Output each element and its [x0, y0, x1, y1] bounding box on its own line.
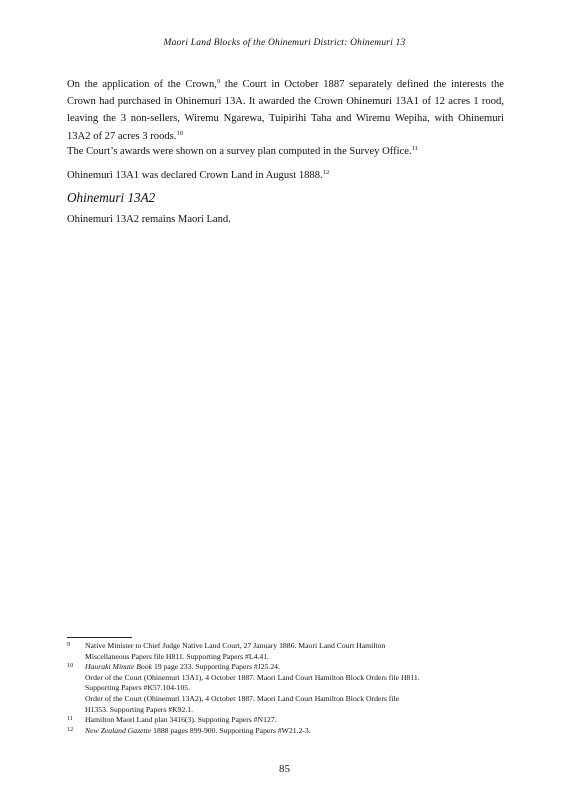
footnote-text: H1353. Supporting Papers #K92.1.: [85, 704, 194, 714]
paragraph-text: The Court’s awards were shown on a survey plan computed in the Survey Office.: [67, 146, 412, 157]
footnote-number: 11: [67, 715, 73, 723]
footnote-11: [67, 715, 504, 726]
footnote-9: [67, 641, 504, 662]
footnote-number: 10: [67, 662, 74, 670]
footnote-text: 19 page 233. Supporting Papers #J25.24.: [152, 662, 280, 672]
page-number: 85: [279, 763, 290, 775]
footnote-text: Order of the Court (Ohinemuri 13A1), 4 October 1887. Maori Land Court Hamilton Block Orders file H811.: [85, 672, 420, 682]
paragraph-crown-land: [67, 167, 504, 184]
footnote-text: [85, 662, 504, 673]
footnote-ref-11[interactable]: 11: [411, 145, 418, 152]
paragraph-text: the Court in October 1887 separately defined the interests the Crown had purchased in Ohinemuri 13A. It awarded the Crown Ohinemuri 13A1 of 12 acres 1 rood, leaving the 3 non-sellers, Wiremu Ngarewa, Tuipirihi Taha and Wiremu Wepiha, with Ohinemuri 13A2 of 27 acres 3 roods.: [67, 79, 505, 142]
footnote-text: Order of the Court (Ohinemuri 13A2), 4 October 1887. Maori Land Court Hamilton Block Orders file: [85, 693, 400, 703]
source-title: Hauraki Minute Book: [85, 662, 153, 672]
footnote-10: [67, 662, 504, 715]
source-title: New Zealand Gazette: [85, 725, 152, 735]
footnote-ref-9[interactable]: 9: [216, 78, 221, 85]
footnote-text: 1888 pages 899-900. Supporting Papers #W21.2-3.: [151, 725, 311, 735]
footnote-text: [85, 726, 504, 737]
running-head: Maori Land Blocks of the Ohinemuri District: Ohinemuri 13: [163, 38, 406, 48]
footnote-number: 12: [67, 725, 74, 733]
footnote-text: Native Minister to Chief Judge Native Land Court, 27 January 1886. Maori Land Court Hamilton: [85, 641, 386, 650]
footnote-12: [67, 726, 504, 737]
paragraph-crown-award: [67, 76, 504, 145]
footnotes: [67, 641, 504, 736]
paragraph-maori-land: Ohinemuri 13A2 remains Maori Land.: [67, 214, 231, 225]
paragraph-text: Ohinemuri 13A1 was declared Crown Land in August 1888.: [67, 170, 323, 181]
section-heading: Ohinemuri 13A2: [67, 190, 156, 205]
footnote-text: Hamilton Maori Land plan 3416(3). Suppoting Papers #N127.: [85, 715, 277, 725]
footnote-ref-10[interactable]: 10: [176, 129, 183, 137]
footnote-number: 9: [67, 641, 71, 648]
footnote-divider: [67, 637, 132, 638]
paragraph-survey-plan: [67, 143, 504, 160]
footnote-text: Supporting Papers #K57.104-105.: [85, 683, 191, 693]
footnote-ref-12[interactable]: 12: [322, 169, 330, 176]
paragraph-text: On the application of the Crown,: [67, 79, 217, 90]
footnote-text: Miscellaneous Papers file H811. Supporting Papers #L4.41.: [85, 651, 269, 661]
